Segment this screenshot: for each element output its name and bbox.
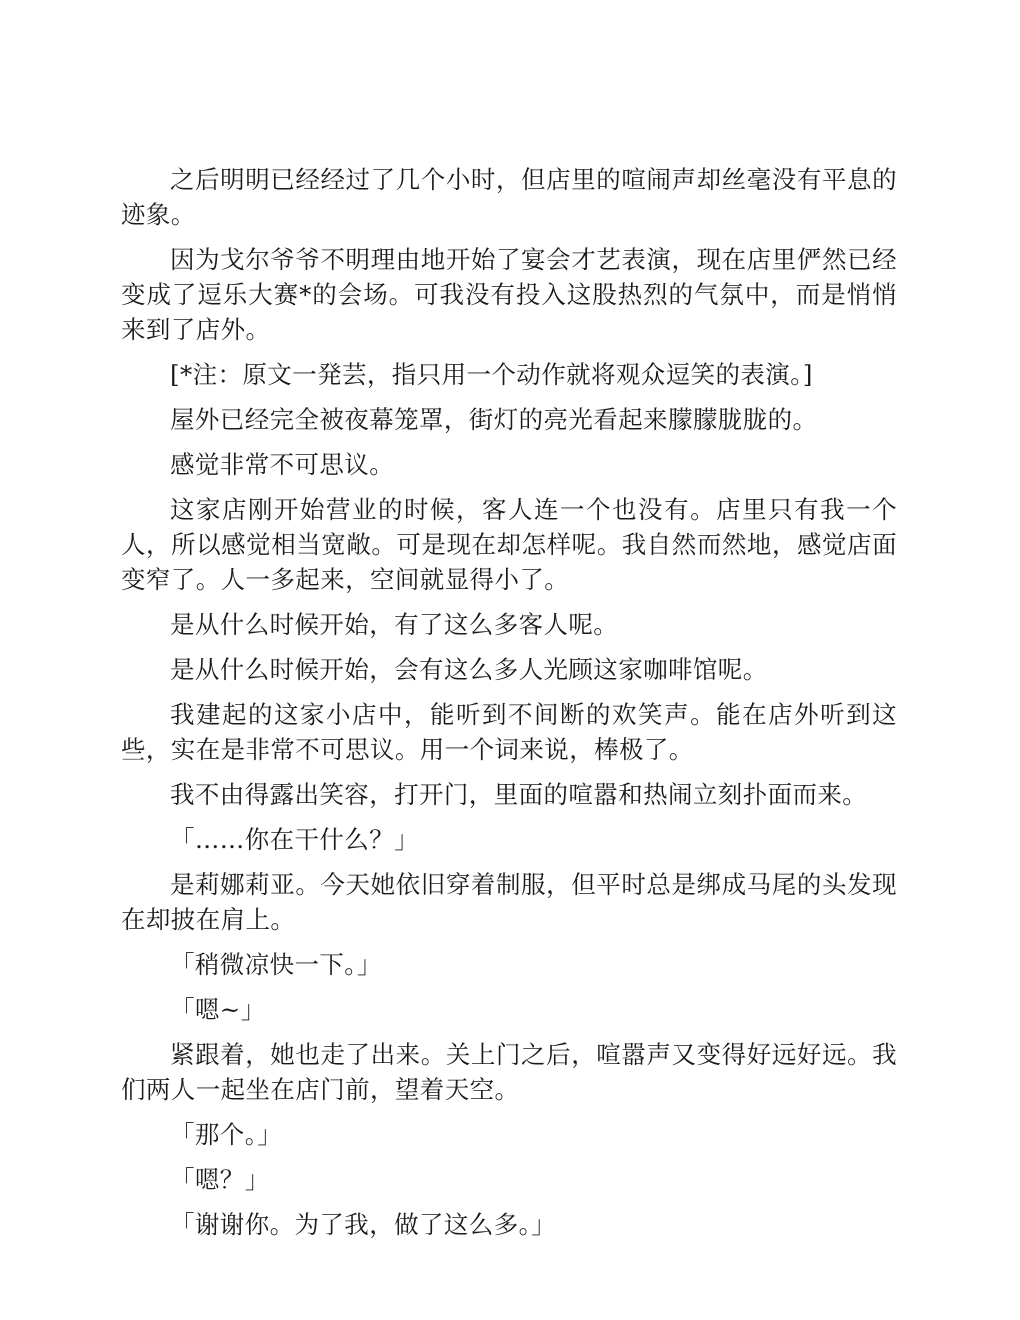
dialogue-line: 「嗯~」: [170, 995, 266, 1024]
paragraph: 是从什么时候开始，会有这么多人光顾这家咖啡馆呢。: [170, 655, 768, 684]
dialogue-line: 「稍微凉快一下。」: [170, 950, 382, 979]
paragraph: 感觉非常不可思议。: [170, 450, 395, 479]
paragraph: 屋外已经完全被夜幕笼罩，街灯的亮光看起来朦朦胧胧的。: [170, 405, 818, 434]
paragraph: 因为戈尔爷爷不明理由地开始了宴会才艺表演，现在店里俨然已经变成了逗乐大赛*的会场。可我没有投入这股热烈的气氛中，而是悄悄来到了店外。: [121, 245, 897, 344]
paragraph: 紧跟着，她也走了出来。关上门之后，喧嚣声又变得好远好远。我们两人一起坐在店门前，望着天空。: [121, 1040, 897, 1104]
footnote: [*注：原文一発芸，指只用一个动作就将观众逗笑的表演。]: [170, 360, 813, 389]
paragraph: 是从什么时候开始，有了这么多客人呢。: [170, 610, 619, 639]
paragraph: 我建起的这家小店中，能听到不间断的欢笑声。能在店外听到这些，实在是非常不可思议。用一个词来说，棒极了。: [121, 700, 897, 764]
dialogue-line: 「嗯？」: [170, 1165, 270, 1194]
dialogue-line: 「谢谢你。为了我，做了这么多。」: [170, 1210, 557, 1239]
paragraph: 是莉娜莉亚。今天她依旧穿着制服，但平时总是绑成马尾的头发现在却披在肩上。: [121, 870, 897, 934]
paragraph: 之后明明已经经过了几个小时，但店里的喧闹声却丝毫没有平息的迹象。: [121, 165, 897, 229]
document-body: [121, 162, 897, 1252]
paragraph: 这家店刚开始营业的时候，客人连一个也没有。店里只有我一个人，所以感觉相当宽敞。可是现在却怎样呢。我自然而然地，感觉店面变窄了。人一多起来，空间就显得小了。: [121, 495, 897, 594]
dialogue-line: 「……你在干什么？」: [170, 825, 419, 854]
dialogue-line: 「那个。」: [170, 1120, 283, 1149]
paragraph: 我不由得露出笑容，打开门，里面的喧嚣和热闹立刻扑面而来。: [170, 780, 868, 809]
